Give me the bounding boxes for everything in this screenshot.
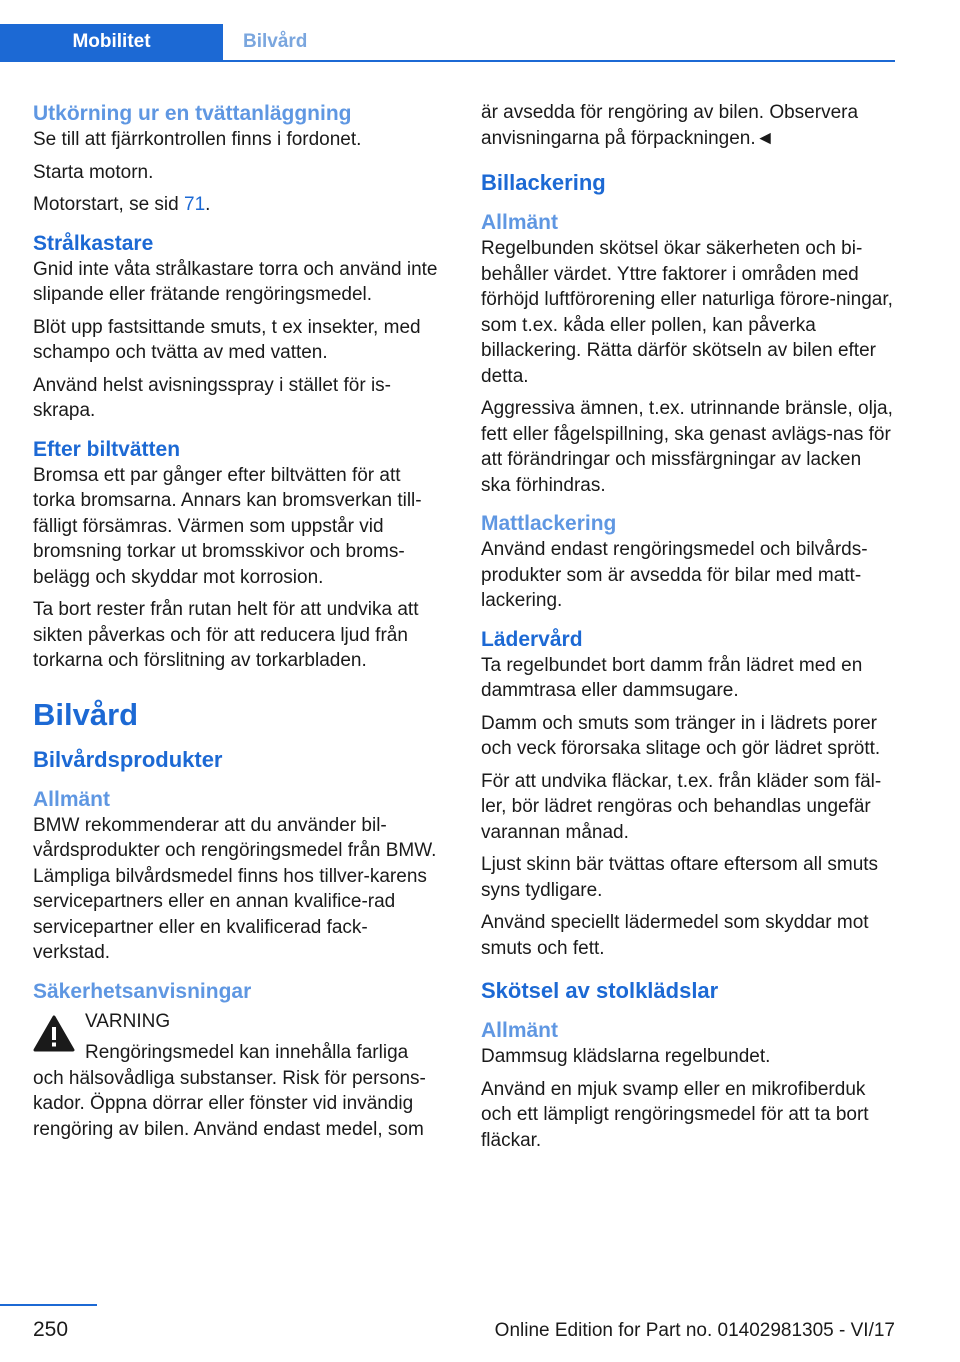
page-link-71[interactable]: 71	[184, 194, 206, 215]
para-ladervard-3: För att undvika fläckar, t.ex. från kläder som fäl-ler, bör lädret rengöras och behandlas ungefär varannan månad.	[481, 770, 882, 843]
para-utkorning-1: Se till att fjärrkontrollen finns i fordonet.	[33, 129, 362, 150]
para-ladervard-5: Använd speciellt lädermedel som skyddar mot smuts och fett.	[481, 912, 869, 959]
heading-allmant-3: Allmänt	[481, 1019, 559, 1042]
heading-sakerhetsanvisningar: Säkerhetsanvisningar	[33, 979, 252, 1003]
para-mattlackering: Använd endast rengöringsmedel och bilvårds-produkter som är avsedda för bilar med matt-lackering.	[481, 539, 868, 611]
warning-text-line-1: Rengöringsmedel kan innehålla farliga	[85, 1042, 409, 1063]
heading-stolkladslar: Skötsel av stolklädslar	[481, 978, 719, 1003]
heading-billackering: Billackering	[481, 170, 606, 195]
para-aggressiva: Aggressiva ämnen, t.ex. utrinnande bränsle, olja, fett eller fågelspillning, ska genast avlägs-nas för att förändringar och missfärgningar av lacken ska förhindras.	[481, 398, 893, 496]
para-ladervard-2: Damm och smuts som tränger in i lädrets porer och veck förorsaka slitage och gör lädret sprött.	[481, 712, 881, 759]
heading-utkorning: Utkörning ur en tvättanläggning	[33, 102, 352, 125]
para-utkorning-3-end: .	[205, 194, 211, 215]
right-column	[481, 100, 896, 1160]
para-stol-1: Dammsug klädslarna regelbundet.	[481, 1046, 771, 1067]
para-ladervard-4: Ljust skinn bär tvättas oftare eftersom all smuts syns tydligare.	[481, 854, 879, 901]
para-utkorning-2: Starta motorn.	[33, 161, 154, 183]
warning-title: VARNING	[85, 1010, 171, 1032]
tab-bilvard[interactable]	[223, 24, 895, 60]
page-number: 250	[33, 1318, 69, 1341]
heading-allmant-2: Allmänt	[481, 211, 559, 234]
chapter-title-bilvard: Bilvård	[33, 696, 139, 732]
left-column	[33, 100, 443, 1149]
warning-box	[33, 1009, 443, 1143]
para-allmant-2: Regelbunden skötsel ökar säkerheten och bi-behåller värdet. Yttre faktorer i områden med förhöjd luftförorening eller naturliga förore-ningar, som t.ex. kåda eller pollen, kan påverka billackering. Rätta därför skötseln av bilen efter detta.	[481, 238, 893, 387]
para-warning-continued: är avsedda för rengöring av bilen. Observera anvisningarna på förpackningen.◄	[481, 102, 859, 149]
header-divider	[0, 60, 895, 62]
para-utkorning-3-text: Motorstart, se sid	[33, 194, 184, 215]
para-allmant-1: BMW rekommenderar att du använder bil-vårdsprodukter och rengöringsmedel från BMW. Lämpliga bilvårdsmedel finns hos tillver-karens servicepartners eller en annan kvalifice-rad servicepartner eller en kvalificerad fack-verkstad.	[33, 814, 437, 963]
para-stralkastare-1: Gnid inte våta strålkastare torra och använd inte slipande eller frätande rengöringsmedel.	[33, 258, 438, 305]
para-stralkastare-3: Använd helst avisningsspray i stället för is-skrapa.	[33, 374, 391, 421]
heading-mattlackering: Mattlackering	[481, 512, 617, 535]
heading-efter-biltvatten: Efter biltvätten	[33, 437, 181, 461]
para-ladervard-1: Ta regelbundet bort damm från lädret med en dammtrasa eller dammsugare.	[481, 654, 863, 701]
tab-bilvard-label: Bilvård	[243, 31, 308, 52]
warning-triangle-icon	[33, 1015, 75, 1053]
para-stralkastare-2: Blöt upp fastsittande smuts, t ex insekter, med schampo och tvätta av med vatten.	[33, 316, 421, 363]
para-efter-1: Bromsa ett par gånger efter biltvätten för att torka bromsarna. Annars kan bromsverkan till-fälligt försämras. Värmen som uppstår vid bromsning torkar ut bromsskivor och broms-belägg och skyddar mot korrosion.	[33, 464, 422, 588]
tab-mobilitet[interactable]: Mobilitet	[0, 24, 223, 60]
para-efter-2: Ta bort rester från rutan helt för att undvika att sikten påverkas och för att reducera ljud från torkarna och förslitning av torkarbladen.	[33, 599, 419, 671]
heading-ladervard: Lädervård	[481, 627, 583, 651]
heading-bilvardsprodukter: Bilvårdsprodukter	[33, 746, 223, 772]
heading-stralkastare: Strålkastare	[33, 231, 154, 255]
para-utkorning-3	[33, 192, 443, 218]
para-stol-2: Använd en mjuk svamp eller en mikrofiberduk och ett lämpligt rengöringsmedel för att ta bort fläckar.	[481, 1078, 869, 1151]
header-tabbar	[0, 24, 895, 62]
edition-note: Online Edition for Part no. 01402981305 - VI/17	[494, 1320, 895, 1341]
warning-text-rest: och hälsovådliga substanser. Risk för persons-kador. Öppna dörrar eller fönster vid invändig rengöring av bilen. Använd endast medel, som	[33, 1067, 426, 1140]
heading-allmant-1: Allmänt	[33, 787, 111, 811]
footer-divider	[0, 1304, 97, 1306]
